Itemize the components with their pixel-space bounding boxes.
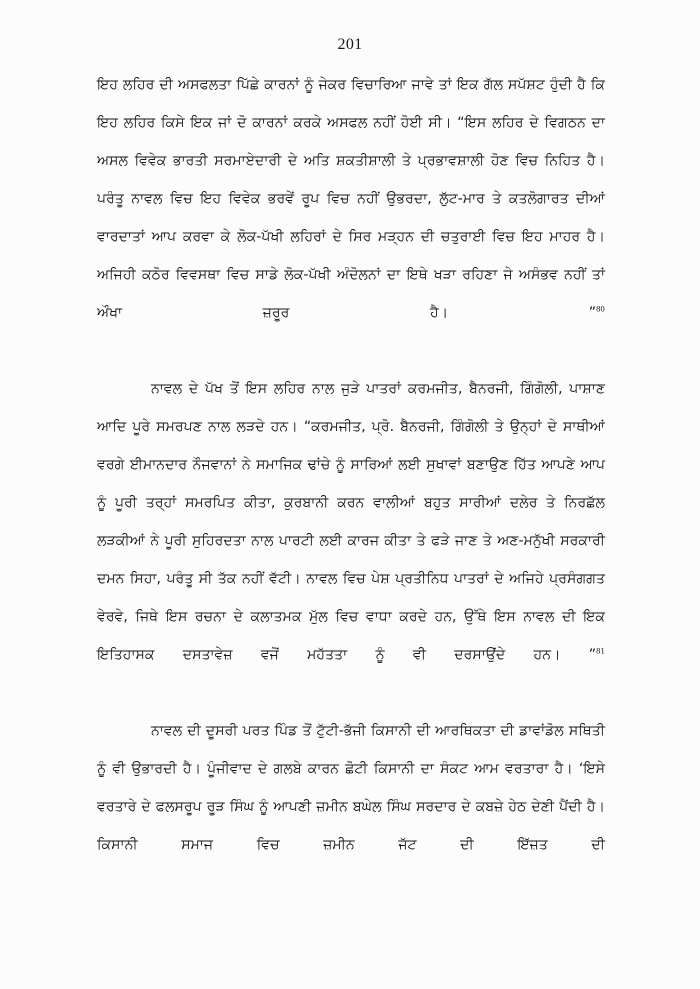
footnote-reference: 80 — [596, 303, 605, 314]
page-body — [97, 66, 605, 902]
paragraph — [97, 712, 605, 902]
paragraph-text: ਇਹ ਲਹਿਰ ਦੀ ਅਸਫਲਤਾ ਪਿੱਛੇ ਕਾਰਨਾਂ ਨੂੰ ਜੇਕਰ ਵਿਚਾਰਿਆ ਜਾਵੇ ਤਾਂ ਇਕ ਗੱਲ ਸਪੱਸ਼ਟ ਹੁੰਦੀ ਹੈ ਕਿ ਇਹ ਲਹਿਰ ਕਿਸੇ ਇਕ ਜਾਂ ਦੋ ਕਾਰਨਾਂ ਕਰਕੇ ਅਸਫਲ ਨਹੀਂ ਹੋਈ ਸੀ। “ਇਸ ਲਹਿਰ ਦੇ ਵਿਗਠਨ ਦਾ ਅਸਲ ਵਿਵੇਕ ਭਾਰਤੀ ਸਰਮਾਏਦਾਰੀ ਦੇ ਅਤਿ ਸ਼ਕਤੀਸ਼ਾਲੀ ਤੇ ਪ੍ਰਭਾਵਸ਼ਾਲੀ ਹੋਣ ਵਿਚ ਨਿਹਿਤ ਹੈ। ਪਰੰਤੂ ਨਾਵਲ ਵਿਚ ਇਹ ਵਿਵੇਕ ਭਰਵੇਂ ਰੂਪ ਵਿਚ ਨਹੀਂ ਉਭਰਦਾ, ਲੁੱਟ-ਮਾਰ ਤੇ ਕਤਲੋਗਾਰਤ ਦੀਆਂ ਵਾਰਦਾਤਾਂ ਆਪ ਕਰਵਾ ਕੇ ਲੋਕ-ਪੱਖੀ ਲਹਿਰਾਂ ਦੇ ਸਿਰ ਮੜ੍ਹਨ ਦੀ ਚਤੁਰਾਈ ਵਿਚ ਇਹ ਮਾਹਰ ਹੈ। ਅਜਿਹੀ ਕਠੋਰ ਵਿਵਸਥਾ ਵਿਚ ਸਾਡੇ ਲੋਕ-ਪੱਖੀ ਅੰਦੋਲਨਾਂ ਦਾ ਇਥੇ ਖੜਾ ਰਹਿਣਾ ਜੇ ਅਸੰਭਵ ਨਹੀਂ ਤਾਂ ਔਖਾ ਜ਼ਰੂਰ ਹੈ। ” — [97, 77, 605, 321]
paragraph — [97, 66, 605, 370]
paragraph — [97, 370, 605, 712]
paragraph-text: ਨਾਵਲ ਦੇ ਪੱਖ ਤੋਂ ਇਸ ਲਹਿਰ ਨਾਲ ਜੁੜੇ ਪਾਤਰਾਂ ਕਰਮਜੀਤ, ਬੈਨਰਜੀ, ਗਿੰਗੋਲੀ, ਪਾਸ਼ਾਣ ਆਦਿ ਪੂਰੇ ਸਮਰਪਣ ਨਾਲ ਲੜਦੇ ਹਨ। “ਕਰਮਜੀਤ, ਪ੍ਰੋ. ਬੈਨਰਜੀ, ਗਿੰਗੋਲੀ ਤੇ ਉਨ੍ਹਾਂ ਦੇ ਸਾਥੀਆਂ ਵਰਗੇ ਈਮਾਨਦਾਰ ਨੌਜਵਾਨਾਂ ਨੇ ਸਮਾਜਿਕ ਢਾਂਚੇ ਨੂੰ ਸਾਰਿਆਂ ਲਈ ਸੁਖਾਵਾਂ ਬਣਾਉਣ ਹਿੱਤ ਆਪਣੇ ਆਪ ਨੂੰ ਪੂਰੀ ਤਰ੍ਹਾਂ ਸਮਰਪਿਤ ਕੀਤਾ, ਕੁਰਬਾਨੀ ਕਰਨ ਵਾਲੀਆਂ ਬਹੁਤ ਸਾਰੀਆਂ ਦਲੇਰ ਤੇ ਨਿਰਛੱਲ ਲੜਕੀਆਂ ਨੇ ਪੂਰੀ ਸੁਹਿਰਦਤਾ ਨਾਲ ਪਾਰਟੀ ਲਈ ਕਾਰਜ ਕੀਤਾ ਤੇ ਫੜੇ ਜਾਣ ਤੇ ਅਣ-ਮਨੁੱਖੀ ਸਰਕਾਰੀ ਦਮਨ ਸਿਹਾ, ਪਰੰਤੂ ਸੀ ਤੱਕ ਨਹੀਂ ਵੱਟੀ। ਨਾਵਲ ਵਿਚ ਪੇਸ਼ ਪ੍ਰਤੀਨਿਧ ਪਾਤਰਾਂ ਦੇ ਅਜਿਹੇ ਪ੍ਰਸੰਗਗਤ ਵੇਰਵੇ, ਜਿਥੇ ਇਸ ਰਚਨਾ ਦੇ ਕਲਾਤਮਕ ਮੁੱਲ ਵਿਚ ਵਾਧਾ ਕਰਦੇ ਹਨ, ਉੱਥੇ ਇਸ ਨਾਵਲ ਦੀ ਇਕ ਇਤਿਹਾਸਕ ਦਸਤਾਵੇਜ਼ ਵਜੋਂ ਮਹੱਤਤਾ ਨੂੰ ਵੀ ਦਰਸਾਉਂਦੇ ਹਨ। ” — [97, 381, 605, 663]
footnote-reference: 81 — [596, 645, 605, 656]
paragraph-text: ਨਾਵਲ ਦੀ ਦੂਸਰੀ ਪਰਤ ਪਿੰਡ ਤੋਂ ਟੁੱਟੀ-ਭੱਜੀ ਕਿਸਾਨੀ ਦੀ ਆਰਥਿਕਤਾ ਦੀ ਡਾਵਾਂਡੋਲ ਸਥਿਤੀ ਨੂੰ ਵੀ ਉਭਾਰਦੀ ਹੈ। ਪੂੰਜੀਵਾਦ ਦੇ ਗਲਬੇ ਕਾਰਨ ਛੋਟੀ ਕਿਸਾਨੀ ਦਾ ਸੰਕਟ ਆਮ ਵਰਤਾਰਾ ਹੈ। ‘ਇਸੇ ਵਰਤਾਰੇ ਦੇ ਫਲਸਰੂਪ ਰੂੜ ਸਿੰਘ ਨੂੰ ਆਪਣੀ ਜ਼ਮੀਨ ਬਘੇਲ ਸਿੰਘ ਸਰਦਾਰ ਦੇ ਕਬਜ਼ੇ ਹੇਠ ਦੇਣੀ ਪੈਂਦੀ ਹੈ। ਕਿਸਾਨੀ ਸਮਾਜ ਵਿਚ ਜ਼ਮੀਨ ਜੱਟ ਦੀ ਇੱਜ਼ਤ ਦੀ — [97, 723, 605, 853]
page-number: 201 — [337, 36, 363, 53]
